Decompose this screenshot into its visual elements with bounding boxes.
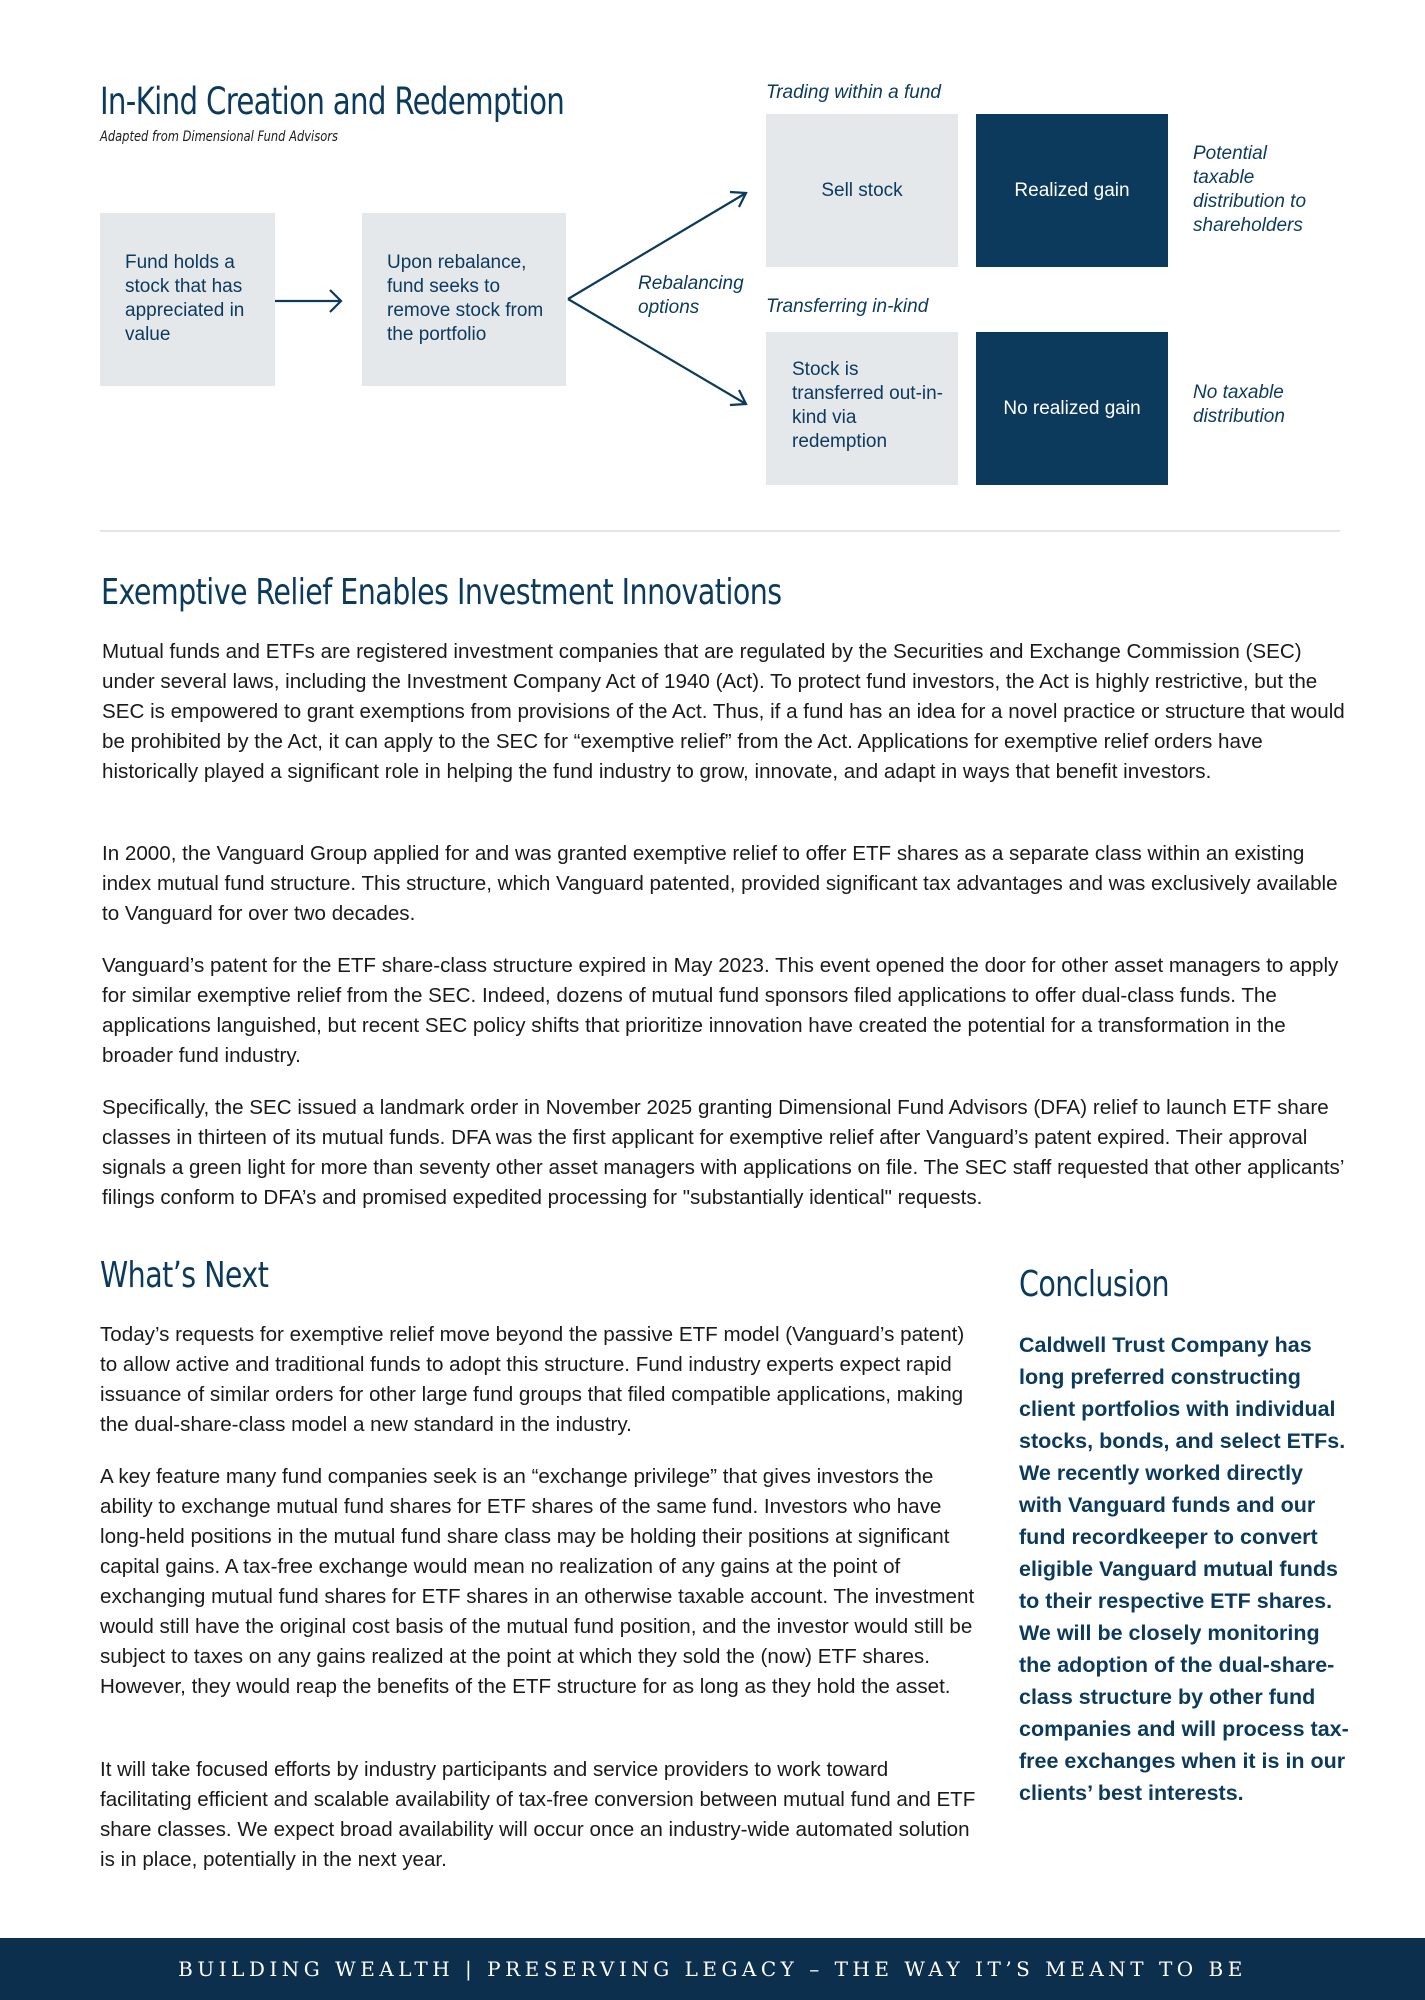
box-stock-transferred-text: Stock is transferred out-in-kind via redemption [792,359,944,452]
outcome-no-taxable: No taxable distribution [1193,382,1285,427]
conclusion-text: Caldwell Trust Company has long preferred constructing client portfolios with individual stocks, bonds, and select ETFs. We recently worked directly with Vanguard funds and our fund recordkeeper to convert eligible Vanguard mutual funds to their respective ETF shares. We will be closely monitoring the adoption of the dual-share-class structure by other fund companies and will process tax-free exchanges when it is in our clients’ best interests. [1019,1333,1349,1805]
exemptive-title: Exemptive Relief Enables Investment Innovations [101,572,782,613]
box-upon-rebalance-text: Upon rebalance, fund seeks to remove stock from the portfolio [387,252,544,345]
whats-next-paragraph: Today’s requests for exemptive relief move beyond the passive ETF model (Vanguard’s patent) to allow active and traditional funds to adopt this structure. Fund industry experts expect rapid issuance of similar orders for other large fund groups that filed compatible applications, making the dual-share-class model a new standard in the industry. [100,1323,965,1436]
box-sell-stock [766,114,958,267]
box-upon-rebalance [362,213,566,386]
whats-next-title: What’s Next [100,1255,269,1296]
footer-bar [0,1938,1425,2000]
box-no-realized-gain-text: No realized gain [1003,397,1141,419]
box-realized-gain-text: Realized gain [1014,179,1130,201]
box-fund-holds-stock-text: Fund holds a stock that has appreciated in value [125,252,245,345]
section-divider [100,530,1340,532]
whats-next-paragraph: A key feature many fund companies seek is an “exchange privilege” that gives investors the ability to exchange mutual fund shares for ETF shares of the same fund. Investors who have long-held positions in the mutual fund share class may be holding their positions at significant capital gains. A tax-free exchange would mean no realization of any gains at the point of exchanging mutual fund shares for ETF shares in an otherwise taxable account. The investment would still have the original cost basis of the mutual fund position, and the investor would still be subject to taxes on any gains realized at the point at which they sold the (now) ETF shares. However, they would reap the benefits of the ETF structure for as long as they hold the asset. [100,1465,975,1698]
box-sell-stock-text: Sell stock [821,179,903,201]
exemptive-paragraph: Mutual funds and ETFs are registered investment companies that are regulated by the Securities and Exchange Commission (SEC) under several laws, including the Investment Company Act of 1940 (Act). To protect fund investors, the Act is highly restrictive, but the SEC is empowered to grant exemptions from provisions of the Act. Thus, if a fund has an idea for a novel practice or structure that would be prohibited by the Act, it can apply to the SEC for “exemptive relief” from the Act. Applications for exemptive relief orders have historically played a significant role in helping the fund industry to grow, innovate, and adapt in ways that benefit investors. [102,640,1345,783]
label-trading-within-fund: Trading within a fund [766,82,941,103]
conclusion-title: Conclusion [1019,1264,1170,1305]
exemptive-paragraph: Vanguard’s patent for the ETF share-class structure expired in May 2023. This event opened the door for other asset managers to apply for similar exemptive relief from the SEC. Indeed, dozens of mutual fund sponsors filed applications to offer dual-class funds. The applications languished, but recent SEC policy shifts that prioritize innovation have created the potential for a transformation in the broader fund industry. [102,954,1339,1067]
outcome-potential-taxable: Potential taxable distribution to shareholders [1193,143,1307,236]
box-stock-transferred [766,332,958,485]
diagram-subtitle: Adapted from Dimensional Fund Advisors [100,129,338,145]
whats-next-paragraph: It will take focused efforts by industry participants and service providers to work toward facilitating efficient and scalable availability of tax-free conversion between mutual fund and ETF share classes. We expect broad availability will occur once an industry-wide automated solution is in place, potentially in the next year. [100,1758,976,1871]
footer-tagline: BUILDING WEALTH | PRESERVING LEGACY – THE WAY IT’S MEANT TO BE [178,1957,1247,1981]
label-transferring-in-kind: Transferring in-kind [766,296,929,317]
exemptive-paragraph: Specifically, the SEC issued a landmark order in November 2025 granting Dimensional Fund Advisors (DFA) relief to launch ETF share classes in thirteen of its mutual funds. DFA was the first applicant for exemptive relief after Vanguard’s patent expired. Their approval signals a green light for more than seventy other asset managers with applications on file. The SEC staff requested that other applicants’ filings conform to DFA’s and promised expedited processing for "substantially identical" requests. [102,1096,1344,1209]
box-realized-gain [976,114,1168,267]
diagram-title: In-Kind Creation and Redemption [100,80,565,123]
box-no-realized-gain [976,332,1168,485]
box-fund-holds-stock [100,213,275,386]
label-rebalancing-options: Rebalancing options [638,273,744,318]
exemptive-paragraph: In 2000, the Vanguard Group applied for and was granted exemptive relief to offer ETF shares as a separate class within an existing index mutual fund structure. This structure, which Vanguard patented, provided significant tax advantages and was exclusively available to Vanguard for over two decades. [102,842,1338,925]
